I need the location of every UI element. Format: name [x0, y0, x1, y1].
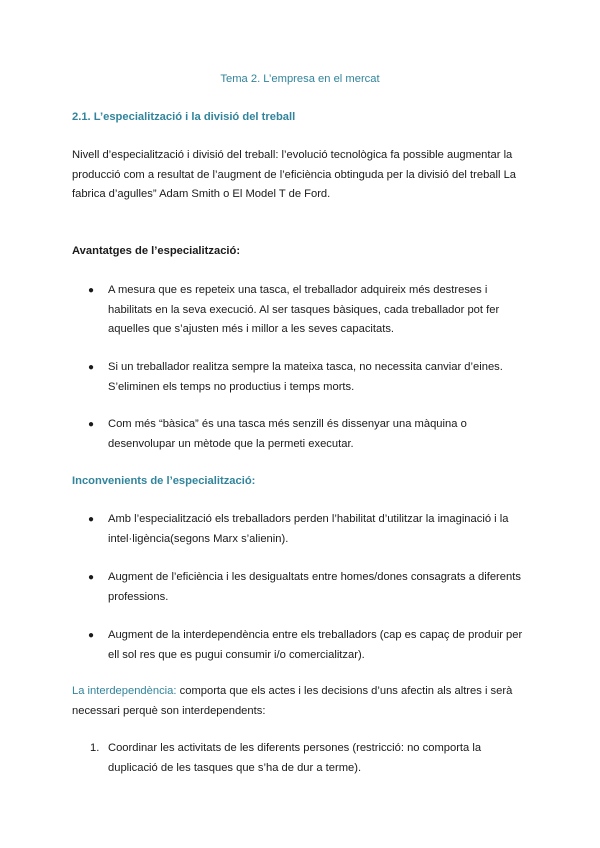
interdependence-term: La interdependència	[72, 685, 174, 697]
interdependence-text: comporta que els actes i les decisions d’uns afectin als altres i serà necessari perquè son interdependents:	[72, 685, 513, 717]
advantage-item	[88, 358, 528, 397]
disadvantages-heading: Inconvenients de l’especialització:	[72, 475, 256, 487]
section-heading: 2.1. L’especialització i la divisió del treball	[72, 111, 296, 123]
bullet-icon: ●	[88, 285, 95, 296]
bullet-icon: ●	[88, 514, 95, 525]
disadvantage-item	[88, 568, 528, 607]
bullet-icon: ●	[88, 630, 95, 641]
bullet-icon: ●	[88, 362, 95, 373]
advantage-text: A mesura que es repeteix una tasca, el treballador adquireix més destreses i habilitats en la seva execució. Al ser tasques bàsiques, cada treballador pot fer aquelles que s’ajusten més i millor a les seves capacitats.	[108, 284, 500, 335]
interdependence-colon: :	[173, 685, 177, 697]
advantages-heading: Avantatges de l’especialització:	[72, 245, 241, 257]
advantage-item	[88, 281, 528, 340]
interdependence-paragraph	[72, 682, 532, 721]
disadvantage-text: Amb l’especialització els treballadors perden l’habilitat d’utilitzar la imaginació i la intel·ligència(segons Marx s’alienin).	[108, 513, 509, 545]
advantage-text: Si un treballador realitza sempre la mateixa tasca, no necessita canviar d’eines. S’eliminen els temps no productius i temps morts.	[108, 361, 503, 393]
numbered-item	[90, 739, 528, 778]
advantage-item	[88, 415, 528, 454]
disadvantage-item	[88, 510, 528, 549]
bullet-icon: ●	[88, 419, 95, 430]
advantage-text: Com més “bàsica” és una tasca més senzill és dissenyar una màquina o desenvolupar un mètode que la permeti executar.	[108, 418, 467, 450]
disadvantage-text: Augment de la interdependència entre els treballadors (cap es capaç de produir per ell sol res que es pugui consumir i/o comercialitzar).	[108, 629, 523, 661]
disadvantage-item	[88, 626, 528, 665]
disadvantage-text: Augment de l’eficiència i les desigualtats entre homes/dones consagrats a diferents professions.	[108, 571, 521, 603]
numbered-text: Coordinar les activitats de les diferents persones (restricció: no comporta la duplicació de les tasques que s’ha de dur a terme).	[108, 742, 482, 774]
document-title: Tema 2. L’empresa en el mercat	[220, 73, 380, 85]
bullet-icon: ●	[88, 572, 95, 583]
list-number: 1.	[90, 742, 100, 754]
intro-paragraph: Nivell d’especialització i divisió del treball: l’evolució tecnològica fa possible augmentar la producció com a resultat de l’augment de l’eficiència obtinguda per la divisió del treball La fabrica d’agulles” Adam Smith o El Model T de Ford.	[72, 149, 517, 200]
